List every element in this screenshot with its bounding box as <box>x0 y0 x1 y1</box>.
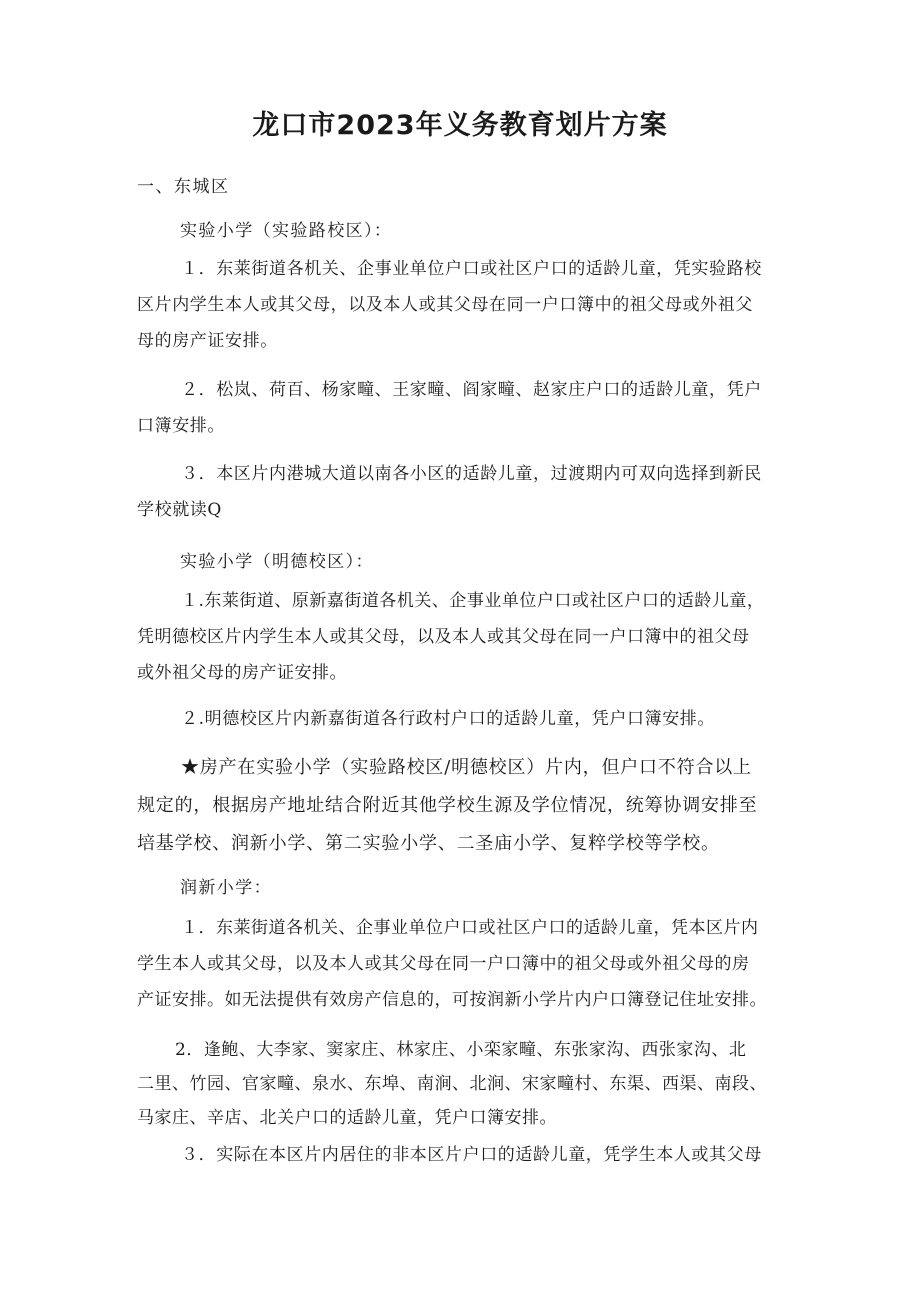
school-heading-shiyanlu: 实验小学（实验路校区）： <box>180 221 393 241</box>
paragraph-shiyanlu-1 <box>137 251 797 359</box>
paragraph-runxin-3 <box>137 1137 797 1173</box>
paragraph-mingde-2 <box>137 701 797 737</box>
text-line: ３．实际在本区片内居住的非本区片户口的适龄儿童，凭学生本人或其父母 <box>181 1145 762 1165</box>
text-line: 培基学校、润新小学、第二实验小学、二圣庙小学、复粹学校等学校。 <box>137 833 720 854</box>
text-line: ３．本区片内港城大道以南各小区的适龄儿童，过渡期内可双向选择到新民 <box>181 464 762 484</box>
paragraph-shiyanlu-3 <box>137 456 797 528</box>
text-line: 2．逢鲍、大李家、窦家庄、林家庄、小栾家疃、东张家沟、西张家沟、北 <box>175 1040 747 1060</box>
paragraph-mingde-1 <box>137 583 797 691</box>
document-title: 龙口市2023年义务教育划片方案 <box>252 110 668 141</box>
text-line: 学生本人或其父母，以及本人或其父母在同一户口簿中的祖父母或外祖父母的房 <box>137 954 750 974</box>
section-heading-dongcheng: 一、东城区 <box>137 177 230 197</box>
text-line: ２.明德校区片内新嘉街道各行政村户口的适龄儿童，凭户口簿安排。 <box>181 709 716 729</box>
text-line: 母的房产证安排。 <box>137 331 278 351</box>
text-line: 区片内学生本人或其父母，以及本人或其父母在同一户口簿中的祖父母或外祖父 <box>137 295 753 315</box>
paragraph-runxin-2 <box>137 1033 797 1135</box>
text-line: 产证安排。如无法提供有效房产信息的，可按润新小学片内户口簿登记住址安排。 <box>137 990 767 1010</box>
paragraph-runxin-1 <box>137 910 797 1018</box>
text-line: 马家庄、辛店、北关户口的适龄儿童，凭户口簿安排。 <box>137 1108 557 1128</box>
note-paragraph <box>137 749 797 863</box>
text-line: ★房产在实验小学（实验路校区/明德校区）片内，但户口不符合以上 <box>181 757 752 778</box>
text-line: ２．松岚、荷百、杨家疃、王家疃、阎家疃、赵家庄户口的适龄儿童，凭户 <box>181 380 762 400</box>
text-line: １．东莱街道各机关、企事业单位户口或社区户口的适龄儿童，凭本区片内 <box>181 918 759 938</box>
text-line: １.东莱街道、原新嘉街道各机关、企事业单位户口或社区户口的适龄儿童， <box>181 591 765 611</box>
text-line: 学校就读Q <box>137 500 222 520</box>
text-line: １．东莱街道各机关、企事业单位户口或社区户口的适龄儿童，凭实验路校 <box>181 259 762 279</box>
paragraph-shiyanlu-2 <box>137 372 797 444</box>
text-line: 或外祖父母的房产证安排。 <box>137 663 347 683</box>
text-line: 二里、竹园、官家疃、泉水、东埠、南涧、北涧、宋家疃村、东渠、西渠、南段、 <box>137 1074 767 1094</box>
school-heading-runxin: 润新小学： <box>180 878 272 898</box>
text-line: 规定的，根据房产地址结合附近其他学校生源及学位情况，统筹协调安排至 <box>137 795 758 816</box>
school-heading-mingde: 实验小学（明德校区）： <box>180 552 374 572</box>
text-line: 口簿安排。 <box>137 416 225 436</box>
text-line: 凭明德校区片内学生本人或其父母，以及本人或其父母在同一户口簿中的祖父母 <box>137 627 750 647</box>
